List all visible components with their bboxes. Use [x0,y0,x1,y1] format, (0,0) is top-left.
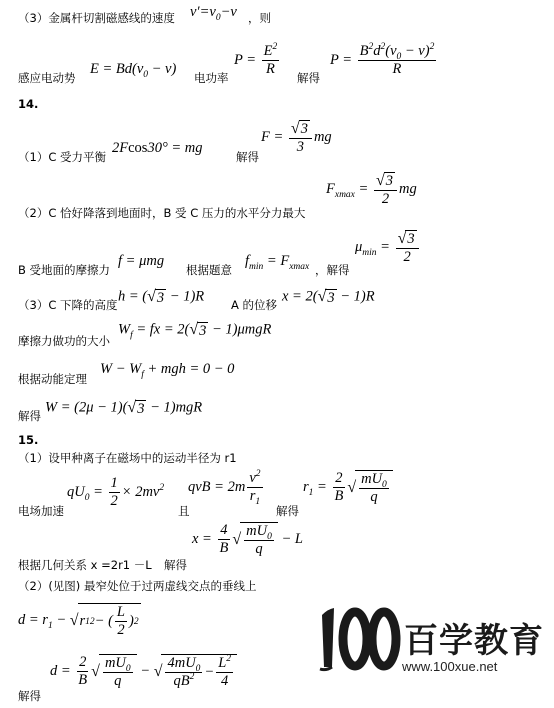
emf-formula: $E = Bd(v_0 - v)$ [90,61,177,80]
energy-theorem-text: 根据动能定理 [18,372,87,386]
lorentz-formula: qvB = 2m $\frac{v^2}{r_1}$ [188,469,261,508]
x-result-formula: x = $\frac{4}{B}$ √ $\frac{mU_0}{q}$ − L [192,522,303,558]
width-formula: $d = r_1$ − √ r 1 2 − ( $\frac{L}{2}$ ) 2 [18,604,139,639]
power-result-formula: P = $\frac{B^2d^2(v_0 - v)^2}{R}$ [330,42,435,78]
max-horizontal-force-text: （2）C 恰好降落到地面时，B 受 C 压力的水平分力最大 [18,206,306,220]
field-acceleration-text: 电场加速 [18,504,64,518]
friction-work-text: 摩擦力做功的大小 [18,334,110,348]
and-label: 且 [178,504,190,518]
solve-label-6: 解得 [164,558,187,572]
emf-label: 感应电动势 [18,71,76,85]
mu-min-formula: $\mu_{min}$ = √ 3 2 [355,230,421,265]
power-formula: P = $\frac{E^2}{R}$ [234,42,278,78]
c-balance-formula: 2Fcos30° = mg [112,140,203,156]
velocity-line-text: （3）金属杆切割磁感线的速度 [18,11,175,25]
friction-formula: f = μmg [118,253,165,269]
height-formula: h = ( √ 3 − 1)R [118,288,205,306]
per-question-text: 根据题意 [186,263,232,277]
max-force-formula: $F_{xmax}$ = √ 3 2 mg [326,171,417,208]
logo-100-icon [318,603,402,673]
question-15-number: 15. [18,433,39,447]
solve-label-1: 解得 [297,71,320,85]
geometry-relation-text: 根据几何关系 x =2r1 －L [18,558,152,572]
solve-label-5: 解得 [276,504,299,518]
a-displacement-text: A 的位移 [231,298,278,312]
friction-text: B 受地面的摩擦力 [18,263,111,277]
logo-url-text: www.100xue.net [402,659,498,674]
velocity-line-tail: ，则 [248,11,271,25]
width-result-formula: d = $\frac{2}{B}$ √ $\frac{mU_0}{q}$ − √ $\frac{4mU_0}{qB^2}$ − $\frac{L^2}{4}$ [50,654,237,689]
c-balance-text: （1）C 受力平衡 [18,150,107,164]
force-result-formula: F = √ 3 3 mg [261,119,332,156]
c-height-text: （3）C 下降的高度 [18,298,118,312]
friction-work-formula: $W_f$ = fx = 2( √ 3 − 1)μmgR [118,321,272,341]
brand-logo [318,603,554,685]
solve-label-2: 解得 [236,150,259,164]
logo-digits-graphic [318,603,402,673]
question-14-number: 14. [18,97,39,111]
radius-assumption-text: （1）设甲种离子在磁场中的运动半径为 r1 [18,451,237,465]
kinetic-energy-formula: $qU_0$ = $\frac{1}{2}$ × $2mv^2$ [67,475,165,510]
solve-label-4: 解得 [18,409,41,423]
narrowest-position-text: （2）(见图) 最窄处位于过两虚线交点的垂线上 [18,579,257,593]
displacement-formula: x = 2( √ 3 − 1)R [282,288,375,306]
radius-result-formula: $r_1$ = $\frac{2}{B}$ √ $\frac{mU_0}{q}$ [303,470,393,505]
work-result-formula: W = (2μ − 1)( √ 3 − 1)mgR [45,399,203,417]
solve-label-3: ，解得 [315,263,350,277]
logo-chinese-text: 百学教育 [404,621,544,661]
velocity-formula: $v'=v_0-v$ [190,4,237,23]
power-label: 电功率 [194,71,229,85]
solve-label-7: 解得 [18,689,41,703]
energy-theorem-formula: $W - W_f$ + mgh = 0 − 0 [100,361,235,380]
fmin-formula: $f_{min} = F_{xmax}$ [245,253,310,272]
